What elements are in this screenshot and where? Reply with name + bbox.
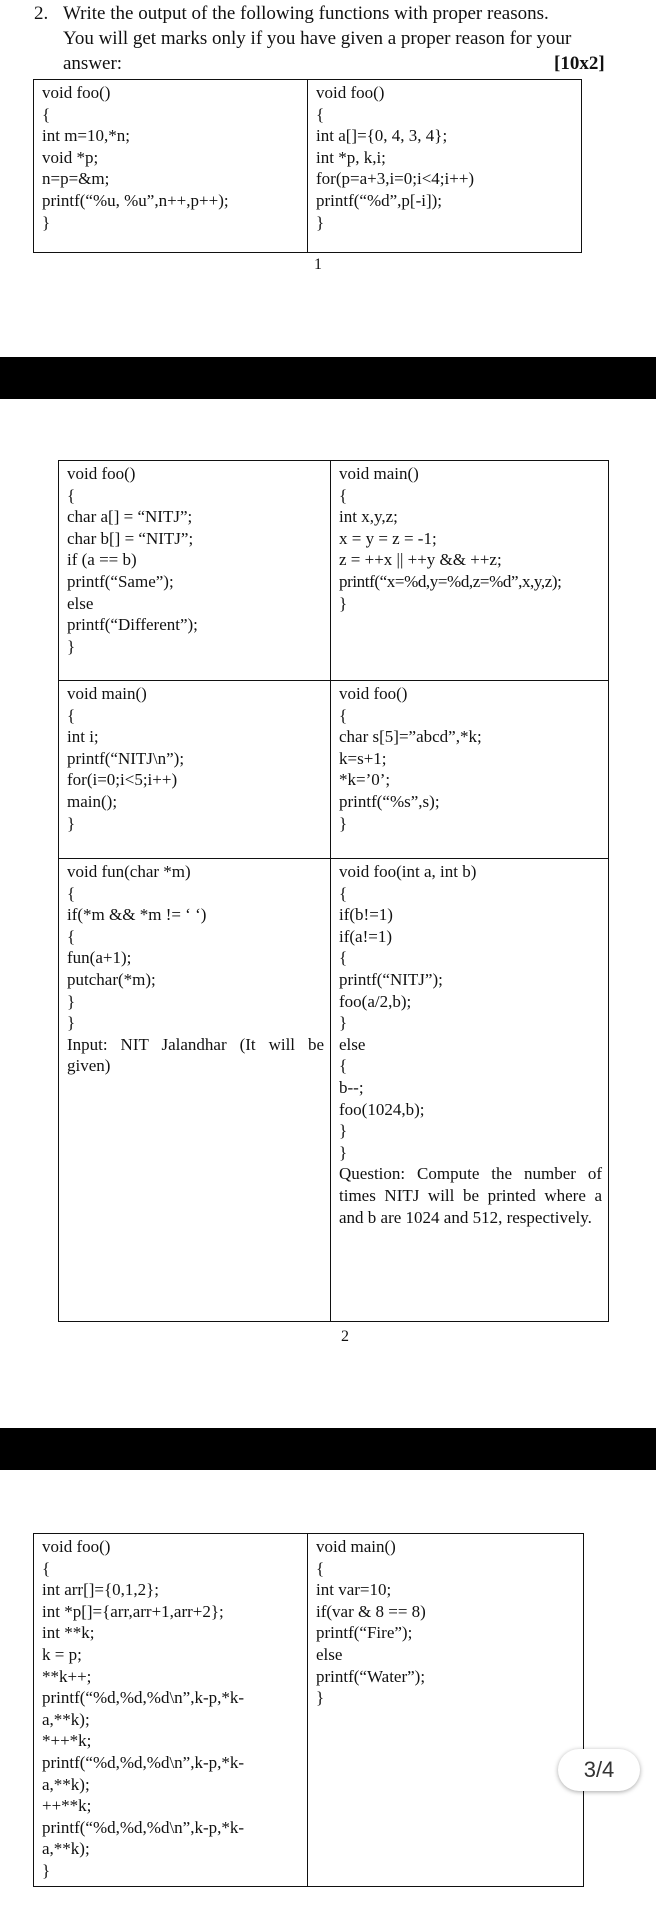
code-line: int a[]={0, 4, 3, 4}; [316, 126, 448, 146]
question-note: Question: Compute the number of times NITJ will be printed where a and b are 1024 and 512, respectively. [339, 1164, 602, 1227]
code-line: char b[] = “NITJ”; [67, 528, 194, 548]
code-line: int x,y,z; [339, 507, 398, 527]
code-line: { [67, 883, 76, 903]
code-cell-recursive-main [59, 681, 331, 859]
page-indicator[interactable]: 3/4 [558, 1749, 640, 1791]
code-line: void foo() [42, 83, 111, 102]
code-line: *++*k; [42, 1731, 92, 1751]
input-note: Input: NIT Jalandhar (It will be given) [67, 1034, 324, 1076]
code-line: { [67, 485, 76, 505]
code-line: printf(“Same”); [67, 571, 174, 591]
code-cell-recursive-fun [59, 859, 331, 1322]
code-line: printf(“Fire”); [316, 1623, 413, 1643]
code-line: } [339, 1121, 348, 1141]
code-line: int m=10,*n; [42, 126, 130, 146]
code-line: printf(“Water”); [316, 1666, 426, 1686]
code-line: printf(“%d,%d,%d\n”,k-p,*k- [42, 1752, 245, 1772]
code-line: k = p; [42, 1644, 82, 1664]
code-line: a,**k); [42, 1839, 90, 1859]
code-line: { [67, 705, 76, 725]
code-line: if (a == b) [67, 550, 137, 570]
page-separator [0, 1428, 656, 1470]
code-line: foo(a/2,b); [339, 991, 412, 1011]
code-line: int i; [67, 727, 99, 747]
code-line: a,**k); [42, 1709, 90, 1729]
code-line: { [316, 1558, 325, 1578]
code-line: printf(“%d,%d,%d\n”,k-p,*k- [42, 1688, 245, 1708]
code-line: } [316, 212, 325, 232]
code-table-page-1 [33, 79, 582, 253]
code-line: { [339, 1056, 348, 1076]
code-line: n=p=&m; [42, 169, 110, 189]
code-line: printf(“%d”,p[-i]); [316, 190, 443, 210]
code-line: a,**k); [42, 1774, 90, 1794]
code-line: int *p, k,i; [316, 147, 386, 167]
code-line: printf(“Different”); [67, 615, 198, 635]
code-line: printf(“%d,%d,%d\n”,k-p,*k- [42, 1817, 245, 1837]
code-line: ++**k; [42, 1796, 92, 1816]
code-cell-char-array [331, 681, 609, 859]
code-line: { [339, 883, 348, 903]
code-line: { [67, 926, 76, 946]
code-line: { [339, 705, 348, 725]
code-line: { [339, 948, 348, 968]
code-table-page-2 [58, 460, 609, 1322]
code-line: int var=10; [316, 1580, 392, 1600]
code-line: } [339, 1013, 348, 1033]
code-cell-logical-operators [331, 461, 609, 681]
code-line: void *p; [42, 147, 99, 167]
code-line: } [42, 212, 51, 232]
marks-label: [10x2] [554, 53, 605, 74]
code-line: void foo() [316, 83, 385, 102]
code-cell-pointer-to-pointer [34, 1534, 308, 1887]
code-line: } [339, 1142, 348, 1162]
code-line: int **k; [42, 1623, 95, 1643]
code-line: void foo() [42, 1537, 111, 1556]
code-line: printf(“%u, %u”,n++,p++); [42, 190, 229, 210]
code-line: fun(a+1); [67, 948, 132, 968]
code-line: } [339, 593, 348, 613]
code-line: } [67, 991, 76, 1011]
code-line: void foo() [67, 464, 136, 483]
code-line: void foo() [339, 684, 408, 703]
code-line: } [316, 1688, 325, 1708]
code-line: void foo(int a, int b) [339, 862, 477, 881]
code-line: foo(1024,b); [339, 1099, 425, 1119]
code-line: if(a!=1) [339, 926, 393, 946]
code-line: int arr[]={0,1,2}; [42, 1580, 160, 1600]
code-line: main(); [67, 791, 118, 811]
code-cell-bitwise-and [308, 1534, 584, 1887]
code-line: } [67, 813, 76, 833]
page-separator [0, 357, 656, 399]
code-table-page-3 [33, 1533, 584, 1887]
code-line: char s[5]=”abcd”,*k; [339, 727, 482, 747]
question-number: 2. [34, 3, 49, 24]
code-cell-recursive-foo [331, 859, 609, 1322]
code-line: else [316, 1644, 343, 1664]
code-line: **k++; [42, 1666, 92, 1686]
code-line: int *p[]={arr,arr+1,arr+2}; [42, 1601, 224, 1621]
code-line: void main() [316, 1537, 396, 1556]
question-line-3: answer: [63, 53, 123, 74]
code-line: if(b!=1) [339, 905, 393, 925]
question-line-2: You will get marks only if you have given a proper reason for your [63, 28, 572, 49]
code-line: void fun(char *m) [67, 862, 191, 881]
code-line: } [67, 636, 76, 656]
code-line: for(i=0;i<5;i++) [67, 770, 178, 790]
code-line: x = y = z = -1; [339, 528, 437, 548]
code-line: { [42, 104, 51, 124]
page-number-2: 2 [341, 1328, 349, 1345]
page-number-1: 1 [314, 256, 322, 273]
code-line: if(var & 8 == 8) [316, 1601, 426, 1621]
code-line: b--; [339, 1077, 364, 1097]
code-line: { [42, 1558, 51, 1578]
code-line: char a[] = “NITJ”; [67, 507, 193, 527]
code-line: else [67, 593, 94, 613]
code-line: { [316, 104, 325, 124]
code-cell-negative-index [308, 80, 582, 253]
question-line-1: Write the output of the following functions with proper reasons. [63, 3, 549, 24]
code-line: } [67, 1013, 76, 1033]
code-line: for(p=a+3,i=0;i<4;i++) [316, 169, 475, 189]
code-line: putchar(*m); [67, 969, 156, 989]
code-cell-string-compare [59, 461, 331, 681]
code-line: printf(“x=%d,y=%d,z=%d”,x,y,z); [339, 571, 562, 591]
code-line: *k=’0’; [339, 770, 391, 790]
code-line: void main() [67, 684, 147, 703]
code-line: } [42, 1860, 51, 1880]
code-line: z = ++x || ++y && ++z; [339, 550, 502, 570]
code-line: printf(“NITJ\n”); [67, 748, 185, 768]
code-cell-pointer-increment [34, 80, 308, 253]
code-line: if(*m && *m != ‘ ‘) [67, 905, 207, 925]
code-line: else [339, 1034, 366, 1054]
code-line: k=s+1; [339, 748, 387, 768]
code-line: printf(“%s”,s); [339, 791, 440, 811]
code-line: void main() [339, 464, 419, 483]
code-line: } [339, 813, 348, 833]
code-line: { [339, 485, 348, 505]
code-line: printf(“NITJ”); [339, 969, 443, 989]
